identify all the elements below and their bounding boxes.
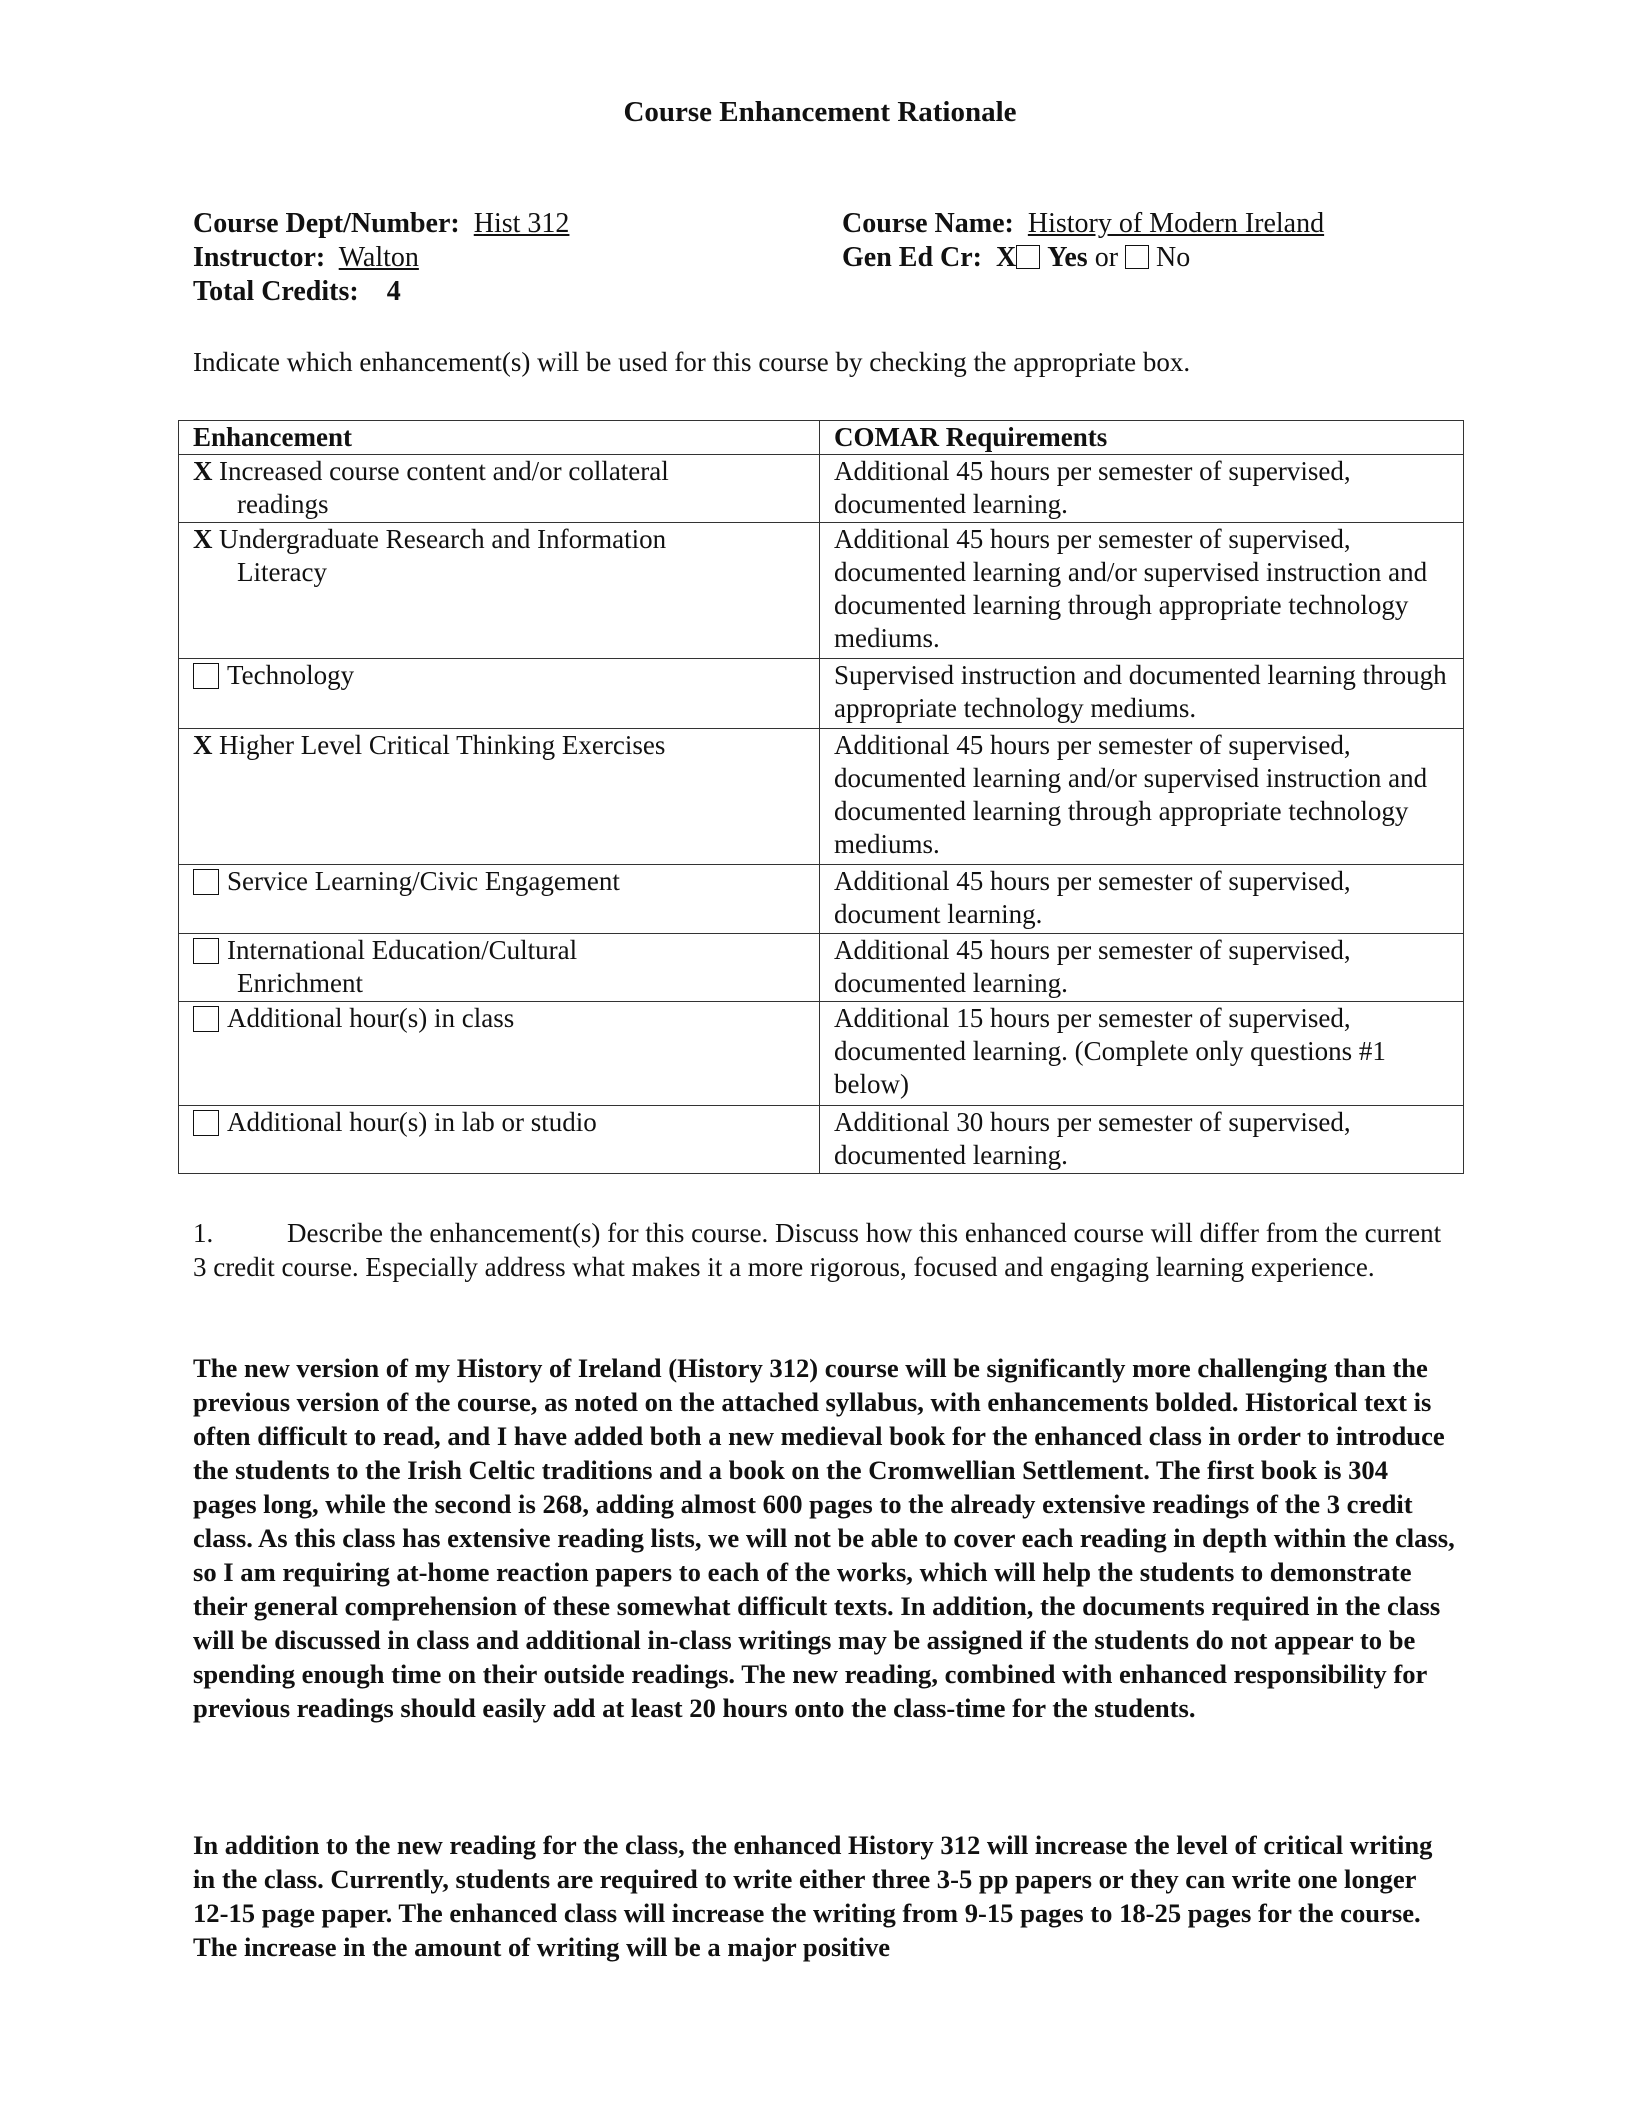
answer-paragraph-2: In addition to the new reading for the class, the enhanced History 312 will increase the level of critical writing in the class. Currently, students are required to write either three 3-5 pp papers or they can write one longer 12-15 page paper. The enhanced class will increase the writing from 9-15 pages to 18-25 pages for the course. The increase in the amount of writing will be a major positive — [193, 1830, 1433, 1962]
enhancement-column-header: Enhancement — [179, 421, 820, 455]
table-row — [179, 729, 1464, 865]
enhancement-cell — [179, 523, 820, 659]
enhancement-line — [193, 1002, 807, 1035]
enhancement-line — [193, 934, 807, 967]
enhancement-cell — [179, 1002, 820, 1106]
enhancement-cell — [179, 455, 820, 523]
enhancement-line — [193, 523, 807, 556]
checked-mark: X — [193, 730, 213, 760]
gen-ed-label: Gen Ed Cr: — [842, 242, 982, 273]
course-name-line — [842, 207, 1324, 241]
comar-requirement-cell: Additional 45 hours per semester of supervised, documented learning and/or supervised instruction and documented learning through appropriate technology mediums. — [820, 523, 1464, 659]
enhancement-label-continued: Literacy — [237, 557, 327, 587]
enhancement-line — [193, 1106, 807, 1139]
enhancement-line — [193, 659, 807, 692]
gen-ed-yes-checkbox[interactable] — [1016, 245, 1040, 269]
instruction-text: Indicate which enhancement(s) will be used for this course by checking the appropriate box. — [193, 347, 1191, 377]
enhancement-label-continued: readings — [237, 489, 329, 519]
enhancement-cell — [179, 865, 820, 934]
credits-value: 4 — [386, 276, 401, 307]
comar-column-header: COMAR Requirements — [820, 421, 1464, 455]
enhancement-label: Undergraduate Research and Information — [219, 524, 667, 554]
question-text: Describe the enhancement(s) for this course. Discuss how this enhanced course will differ from the current 3 credit course. Especially address what makes it a more rigorous, focused and engaging learning experience. — [193, 1218, 1442, 1282]
gen-ed-no-label: No — [1156, 242, 1191, 273]
table-row — [179, 1106, 1464, 1174]
enhancement-checkbox[interactable] — [193, 938, 219, 964]
course-name-value: History of Modern Ireland — [1027, 208, 1325, 239]
table-row — [179, 455, 1464, 523]
comar-requirement-cell: Additional 30 hours per semester of supervised, documented learning. — [820, 1106, 1464, 1174]
gen-ed-yes-label: Yes — [1047, 242, 1088, 273]
enhancement-checkbox[interactable] — [193, 663, 219, 689]
checked-mark: X — [193, 524, 213, 554]
enhancement-line — [193, 455, 807, 488]
enhancement-table — [178, 420, 1464, 1174]
enhancement-label: Increased course content and/or collateral — [219, 456, 669, 486]
instructor-value: Walton — [338, 242, 419, 273]
checked-mark: X — [193, 456, 213, 486]
enhancement-label: International Education/Cultural — [227, 935, 578, 965]
dept-value: Hist 312 — [473, 208, 570, 239]
enhancement-label: Additional hour(s) in lab or studio — [227, 1107, 597, 1137]
comar-requirement-cell: Additional 45 hours per semester of supervised, documented learning. — [820, 455, 1464, 523]
table-row — [179, 523, 1464, 659]
gen-ed-mark: X — [996, 242, 1017, 273]
enhancement-label-continued: Enrichment — [237, 968, 363, 998]
enhancement-cell — [179, 729, 820, 865]
enhancement-checkbox[interactable] — [193, 1110, 219, 1136]
enhancement-line — [193, 729, 807, 762]
enhancement-cell — [179, 659, 820, 729]
course-name-label: Course Name: — [842, 208, 1014, 239]
page-title: Course Enhancement Rationale — [623, 96, 1017, 128]
comar-requirement-cell: Additional 45 hours per semester of supervised, document learning. — [820, 865, 1464, 934]
comar-requirement-cell: Additional 45 hours per semester of supervised, documented learning and/or supervised instruction and documented learning through appropriate technology mediums. — [820, 729, 1464, 865]
table-row — [179, 865, 1464, 934]
table-header-row — [179, 421, 1464, 455]
enhancement-label: Additional hour(s) in class — [227, 1003, 515, 1033]
table-row — [179, 659, 1464, 729]
comar-requirement-cell: Additional 45 hours per semester of supervised, documented learning. — [820, 934, 1464, 1002]
dept-line — [193, 207, 569, 241]
course-info-right — [842, 207, 1324, 275]
instructor-line — [193, 241, 569, 275]
enhancement-table-body — [179, 455, 1464, 1174]
enhancement-label: Technology — [227, 660, 355, 690]
enhancement-checkbox[interactable] — [193, 1006, 219, 1032]
enhancement-cell — [179, 934, 820, 1002]
credits-line — [193, 275, 569, 309]
gen-ed-no-checkbox[interactable] — [1125, 245, 1149, 269]
gen-ed-or-label: or — [1094, 242, 1119, 273]
dept-label: Course Dept/Number: — [193, 208, 460, 239]
table-row — [179, 934, 1464, 1002]
question-number: 1. — [193, 1218, 214, 1248]
enhancement-line — [193, 865, 807, 898]
enhancement-cell — [179, 1106, 820, 1174]
credits-label: Total Credits: — [193, 276, 359, 307]
table-row — [179, 1002, 1464, 1106]
course-info-left — [193, 207, 569, 309]
answer-paragraph-1: The new version of my History of Ireland (History 312) course will be significantly more challenging than the previous version of the course, as noted on the attached syllabus, with enhancements bolded. Historical text is often difficult to read, and I have added both a new medieval book for the enhanced class in order to introduce the students to the Irish Celtic traditions and a book on the Cromwellian Settlement. The first book is 304 pages long, while the second is 268, adding almost 600 pages to the already extensive readings of the 3 credit class. As this class has extensive reading lists, we will not be able to cover each reading in depth within the class, so I am requiring at-home reaction papers to each of the works, which will help the students to demonstrate their general comprehension of these somewhat difficult texts. In addition, the documents required in the class will be discussed in class and additional in-class writings may be assigned if the students do not appear to be spending enough time on their outside readings. The new reading, combined with enhanced responsibility for previous readings should easily add at least 20 hours onto the class-time for the students. — [193, 1353, 1455, 1723]
question-1 — [193, 1216, 1443, 1284]
enhancement-label: Higher Level Critical Thinking Exercises — [219, 730, 666, 760]
enhancement-label: Service Learning/Civic Engagement — [227, 866, 620, 896]
comar-requirement-cell: Additional 15 hours per semester of supervised, documented learning. (Complete only questions #1 below) — [820, 1002, 1464, 1106]
instructor-label: Instructor: — [193, 242, 326, 273]
gen-ed-line — [842, 241, 1324, 275]
enhancement-checkbox[interactable] — [193, 869, 219, 895]
comar-requirement-cell: Supervised instruction and documented learning through appropriate technology mediums. — [820, 659, 1464, 729]
